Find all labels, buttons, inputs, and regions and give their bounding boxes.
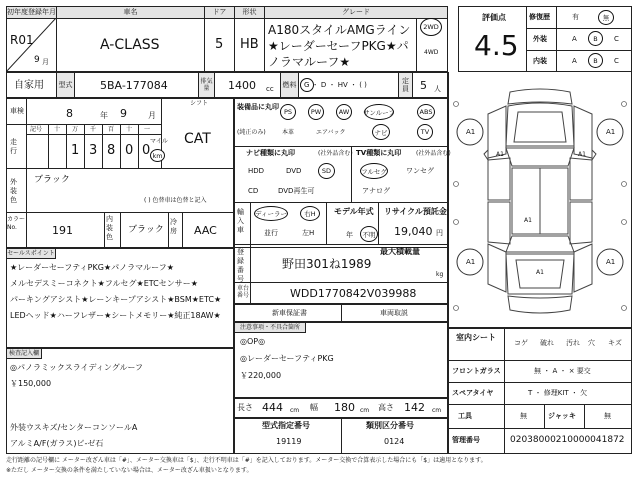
diagram-mark-roof: A1	[524, 217, 532, 224]
mileage-digit-3: 8	[107, 143, 116, 158]
tv-fullseg-circled: フルセグ	[360, 163, 388, 179]
sales-point-2: メルセデスミーコネクト★フルセグ★ETCセンサー★	[10, 279, 198, 288]
exterior-label: 外装色	[10, 178, 17, 204]
digit-header-5: 十	[126, 126, 133, 133]
equip-pw-circled: PW	[308, 104, 324, 120]
tv-oneseg: ワンセグ	[406, 167, 434, 175]
rating-label: 評価点	[482, 13, 506, 22]
inspection-year-unit: 年	[100, 111, 108, 120]
equip-airbag: エアバック	[316, 129, 346, 136]
import-left-handle: 左H	[302, 229, 315, 237]
interior-sheet-burn: コゲ	[514, 339, 528, 347]
car-diagram	[448, 84, 632, 320]
notes-line-3: ￥220,000	[240, 371, 282, 380]
interior-grade-b-circled: B	[588, 53, 603, 68]
digit-header-1: 十	[54, 126, 61, 133]
interior-sheet-stain: 汚れ	[566, 339, 580, 347]
import-label: 輸入車	[237, 208, 244, 234]
exterior-score-label: 外装	[533, 35, 547, 43]
shape-label: 形状	[234, 6, 265, 19]
fuel-options: G ・ D ・ HV ・ ( )	[304, 81, 367, 89]
drive-2wd-circled: 2WD	[420, 18, 442, 36]
equip-navi-circled: ナビ	[372, 124, 390, 140]
repair-no-circled: 無	[598, 10, 614, 25]
grade-value: A180スタイルAMGライン★レーダーセーフPKG★パノラマルーフ★	[268, 23, 411, 69]
inspection-year: 8	[66, 107, 73, 120]
sales-point-4: LEDヘッド★ハーフレザー★シートメモリー★純正18AW★	[10, 311, 221, 320]
model-year-unit: 年	[346, 231, 353, 239]
interior-sheet-tear: 破れ	[540, 339, 554, 347]
shift-label: シフト	[190, 100, 209, 107]
sales-point-3: パーキングアシスト★レーンキープアシスト★BSM★ETC★	[10, 295, 222, 304]
doors-value: 5	[215, 37, 224, 52]
type-value: 5BA-177084	[100, 79, 168, 92]
length-value: 444	[262, 401, 283, 414]
exterior-note: ( ) 色替車は色替と記入	[144, 197, 207, 204]
interior-score-label: 内装	[533, 57, 547, 65]
mileage-digit-4: 0	[125, 143, 134, 158]
class-label: 類別区分番号	[366, 421, 414, 430]
digit-header-0: 記号	[30, 126, 43, 133]
inspector-note-2: ￥150,000	[10, 379, 52, 388]
diagram-mark-front-left-wheel: A1	[466, 128, 476, 136]
weight-unit: kg	[436, 271, 444, 278]
equip-abs-circled: ABS	[417, 104, 435, 120]
first-reg-label: 初年度登録年月	[6, 6, 57, 19]
displacement-value: 1400	[228, 79, 256, 92]
repair-yes: 有	[572, 13, 579, 21]
interior-sheet-hole: 穴	[588, 339, 595, 347]
height-unit: cm	[432, 407, 442, 414]
model-year-unknown-circled: 不明	[360, 226, 378, 242]
height-label: 高さ	[378, 403, 394, 412]
displacement-label: 排気量	[199, 73, 214, 97]
diagram-mark-front-right-wheel: A1	[606, 128, 616, 136]
management-label: 管理番号	[452, 436, 480, 444]
length-label: 長さ	[237, 403, 253, 412]
designation-value: 19119	[276, 437, 302, 446]
inspection-month: 9	[120, 107, 127, 120]
footer-line-2: ※ただし メーター交換の条件を満たしていない場合は、メーター改ざん車扱いとなります。	[6, 467, 253, 474]
mileage-digit-2: 3	[89, 143, 98, 158]
first-reg-value: R01	[10, 33, 34, 47]
diagram-mark-rear-right-wheel: A1	[606, 258, 616, 266]
navi-cd: CD	[248, 187, 259, 195]
mileage-unit-km-circled: km	[150, 149, 165, 162]
interior-grade-c: C	[614, 57, 619, 65]
tv-analog: アナログ	[362, 187, 390, 195]
management-value: 02038000210000041872	[510, 435, 625, 445]
model-year-label: モデル年式	[334, 207, 374, 216]
first-reg-month-unit: 月	[42, 58, 49, 66]
mileage-label: 走行	[10, 138, 17, 155]
notes-label: 注意事項・不具合箇所	[234, 322, 306, 333]
grade-label: グレード	[264, 6, 448, 19]
registration-value: 野田301ね1989	[282, 257, 372, 271]
interior-sheet-label: 室内シート	[456, 333, 496, 342]
length-unit: cm	[290, 407, 300, 414]
mileage-digit-1: 1	[71, 143, 80, 158]
front-glass-options: 無 ・ A ・ × 要交	[534, 367, 591, 375]
ac-label: 冷房	[170, 218, 177, 235]
rating-value: 4.5	[474, 29, 519, 62]
front-glass-label: フロントガラス	[452, 367, 501, 375]
mileage-unit-mile: マイル	[150, 138, 168, 145]
notes-line-2: ◎レーダーセーフティPKG	[240, 354, 334, 363]
digit-header-4: 百	[108, 126, 115, 133]
recycle-value: 19,040	[394, 225, 433, 238]
tv-title: TV種類に丸印	[356, 149, 402, 157]
import-dealer-circled: ディーラー	[254, 206, 288, 221]
spare-tire-label: スペアタイヤ	[452, 389, 494, 397]
capacity-unit: 人	[434, 85, 441, 93]
tv-note: (社外品含む)	[416, 150, 451, 157]
doors-label: ドア	[204, 6, 235, 19]
navi-sd-circled: SD	[318, 163, 335, 179]
usage-value: 自家用	[14, 80, 44, 91]
shift-value: CAT	[184, 131, 211, 147]
equip-tv-circled: TV	[417, 124, 433, 140]
diagram-mark-rear-left-wheel: A1	[466, 258, 476, 266]
width-label: 幅	[310, 403, 318, 412]
jack-label: ジャッキ	[548, 412, 576, 420]
recycle-unit: 円	[436, 229, 443, 237]
width-unit: cm	[360, 407, 370, 414]
navi-note: (社外品含む)	[318, 150, 353, 157]
mileage-digit-5: 0	[142, 143, 151, 158]
warranty-new-car: 新車保証書	[272, 309, 307, 317]
weight-label: 最大積載量	[380, 247, 420, 256]
diagram-mark-front-left-door: A1	[496, 151, 504, 158]
equipment-sublabel: (純正のみ)	[237, 129, 266, 136]
model-value: A-CLASS	[100, 37, 160, 53]
interior-color-value: ブラック	[128, 225, 164, 235]
chassis-value: WDD1770842V039988	[290, 287, 417, 300]
repair-label: 修復歴	[529, 13, 550, 21]
model-label: 車名	[56, 6, 205, 19]
navi-hdd: HDD	[248, 167, 265, 175]
warranty-manual: 車両取説	[380, 309, 408, 317]
equip-sunroof-circled: サンルーフ	[364, 104, 394, 120]
ac-value: AAC	[194, 224, 217, 237]
navi-title: ナビ種類に丸印	[246, 149, 295, 157]
diagram-mark-trunk: A1	[536, 269, 544, 276]
equipment-label: 装備品に丸印	[237, 103, 279, 111]
designation-label: 型式指定番号	[262, 421, 310, 430]
fuel-circled-g	[300, 78, 314, 92]
shape-value: HB	[240, 37, 259, 52]
first-reg-month: 9	[34, 55, 40, 65]
footer-line-1: 走行距離の記号欄に メーター改ざん車は「#」、メーター交換車は「$」、走行不明車は「#」を記入しております。メーター交換で合算表示した場合にも「$」は適用となります。	[6, 457, 487, 464]
registration-label: 登録番号	[237, 248, 244, 283]
notes-line-1: ◎OP◎	[240, 337, 266, 346]
equip-ps-circled: PS	[280, 104, 296, 120]
interior-color-label: 内装色	[106, 215, 113, 241]
displacement-unit: cc	[266, 85, 274, 93]
interior-grade-a: A	[572, 57, 577, 65]
import-right-handle-circled: 右H	[300, 206, 320, 221]
capacity-label: 定員	[399, 73, 412, 97]
diagram-mark-front-right-door: A1	[578, 151, 586, 158]
exterior-grade-b-circled: B	[588, 31, 603, 46]
exterior-color: ブラック	[34, 175, 70, 185]
digit-header-2: 万	[72, 126, 79, 133]
class-value: 0124	[384, 437, 405, 446]
inspection-label: 車検	[10, 107, 24, 115]
jack-value: 無	[604, 412, 611, 420]
inspector-note-1: ◎パノラミックスライディングルーフ	[10, 363, 144, 372]
width-value: 180	[334, 401, 355, 414]
color-code-label: カラー No.	[7, 216, 26, 231]
tools-value: 無	[520, 412, 527, 420]
equip-aw-circled: AW	[336, 104, 352, 120]
inspection-month-unit: 月	[148, 111, 156, 120]
type-label: 型式	[57, 73, 74, 97]
digit-header-6: 一	[144, 126, 151, 133]
spare-tire-options: T ・ 修理KIT ・ 欠	[528, 389, 588, 397]
fuel-label: 燃料	[281, 73, 298, 97]
sales-point-1: ★レーダーセーフティPKG★パノラマルーフ★	[10, 263, 174, 272]
digit-header-3: 千	[90, 126, 97, 133]
interior-sheet-scratch: キズ	[608, 339, 622, 347]
navi-dvd-play: DVD再生可	[278, 187, 315, 195]
chassis-label: 車台番号	[237, 285, 250, 299]
import-parallel: 並行	[264, 229, 278, 237]
exterior-grade-a: A	[572, 35, 577, 43]
height-value: 142	[404, 401, 425, 414]
recycle-label: リサイクル預託金	[384, 207, 447, 216]
equip-leather: 本革	[282, 129, 295, 136]
inspector-note-3: 外装ウスキズ/センターコンソールA	[10, 423, 138, 432]
exterior-grade-c: C	[614, 35, 619, 43]
tools-label: 工具	[458, 412, 472, 420]
capacity-value: 5	[420, 79, 427, 92]
sales-points-label: セールスポイント	[7, 250, 55, 257]
navi-dvd: DVD	[286, 167, 302, 175]
drive-4wd: 4WD	[424, 49, 439, 56]
inspector-note-4: アルミA/F(ガラス)ビ-ゼ石	[10, 439, 104, 448]
color-code-value: 191	[52, 224, 73, 237]
inspector-notes-label: 検査記入欄	[6, 348, 42, 359]
